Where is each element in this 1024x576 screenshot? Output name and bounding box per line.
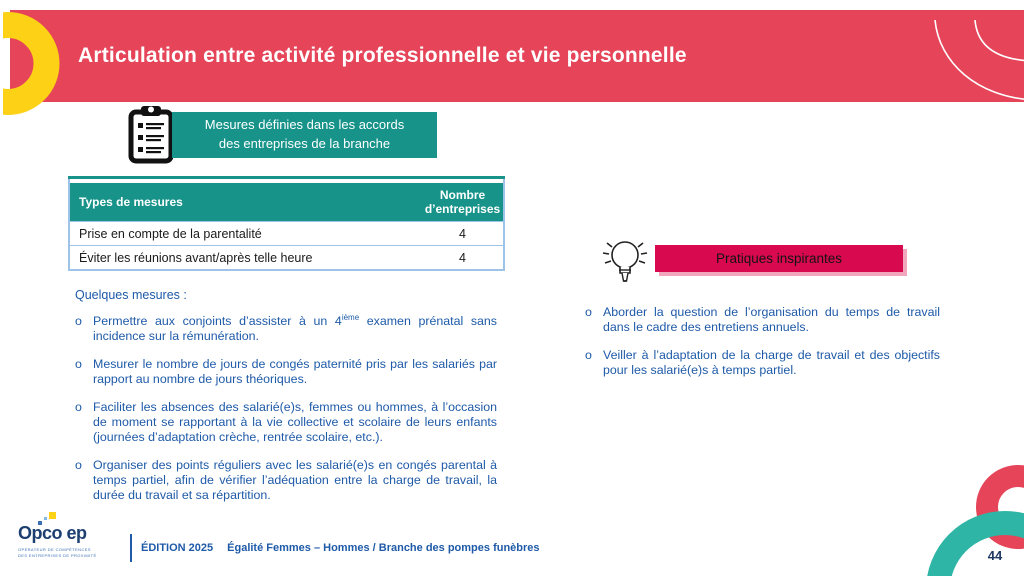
practices-banner-label: Pratiques inspirantes [715, 251, 843, 266]
list-item [75, 400, 497, 445]
page-number: 44 [987, 548, 1003, 563]
badge-line2: des entreprises de la branche [218, 136, 391, 151]
list-item-text: Mesurer le nombre de jours de congés paternité pris par les salariés par rapport au nombre de jours théoriques. [93, 357, 497, 386]
table-cell-label: Prise en compte de la parentalité [79, 226, 262, 241]
logo-tagline: OPÉRATEUR DE COMPÉTENCES DES ENTREPRISES DE PROXIMITÉ [18, 547, 97, 558]
footer-text [141, 542, 540, 554]
list-item [75, 357, 497, 387]
yellow-ring-decoration [3, 12, 63, 116]
logo-text: Opco ep [18, 523, 87, 543]
corner-arcs-decoration [864, 20, 1024, 112]
superscript: ième [341, 312, 360, 322]
table-header-row [70, 183, 503, 221]
table-cell-value: 4 [459, 250, 466, 265]
list-item [585, 348, 940, 378]
header-banner [10, 10, 1024, 102]
list-item [75, 314, 497, 344]
footer-divider [130, 534, 132, 562]
table-header-nombre: Nombre d’entreprises [424, 187, 501, 216]
bullet-marker: o [75, 357, 82, 371]
table-row [70, 221, 503, 245]
clipboard-icon [128, 105, 174, 164]
list-item-text: Aborder la question de l’organisation du temps de travail dans le cadre des entretiens annuels. [603, 305, 940, 334]
table-header-types: Types de mesures [79, 195, 183, 209]
practices-banner [655, 245, 903, 272]
table-cell-label: Éviter les réunions avant/après telle heure [79, 250, 313, 265]
logo-square-lightblue [44, 517, 47, 520]
list-item [75, 458, 497, 503]
corner-rings-decoration [914, 446, 1024, 576]
bullet-marker: o [585, 348, 592, 362]
table-row [70, 245, 503, 269]
bullet-marker: o [75, 400, 82, 414]
bullet-marker: o [75, 458, 82, 472]
measures-intro: Quelques mesures : [75, 288, 187, 302]
list-item [585, 305, 940, 335]
lightbulb-icon [597, 233, 649, 289]
list-item-text: Organiser des points réguliers avec les salarié(e)s en congés parental à temps partiel, afin de vérifier l’adéquation entre la charge de travail, la durée du travail et sa répartition. [93, 458, 497, 502]
table-cell-value: 4 [459, 226, 466, 241]
document-title: Égalité Femmes – Hommes / Branche des pompes funèbres [227, 542, 540, 554]
page-title: Articulation entre activité professionnelle et vie personnelle [78, 44, 687, 67]
list-item-text: Faciliter les absences des salarié(e)s, femmes ou hommes, à l’occasion de moment se rapportant à la vie collective et scolaire de leurs enfants (journées d’adaptation crèche, rentrée scolaire, etc.). [93, 400, 497, 444]
left-measures-column [75, 288, 497, 516]
right-practices-column [585, 305, 940, 391]
list-item-text: Permettre aux conjoints d’assister à un 4ième examen prénatal sans incidence sur la rémunération. [93, 312, 497, 343]
section-badge-accords [172, 112, 437, 158]
list-item-text: Veiller à l’adaptation de la charge de travail et des objectifs pour les salarié(e)s à temps partiel. [603, 348, 940, 377]
badge-line1: Mesures définies dans les accords [204, 117, 405, 133]
bullet-marker: o [585, 305, 592, 319]
measures-table [68, 176, 505, 271]
logo-square-yellow [49, 512, 56, 519]
bullet-marker: o [75, 314, 82, 328]
edition-label: ÉDITION 2025 [141, 542, 214, 554]
